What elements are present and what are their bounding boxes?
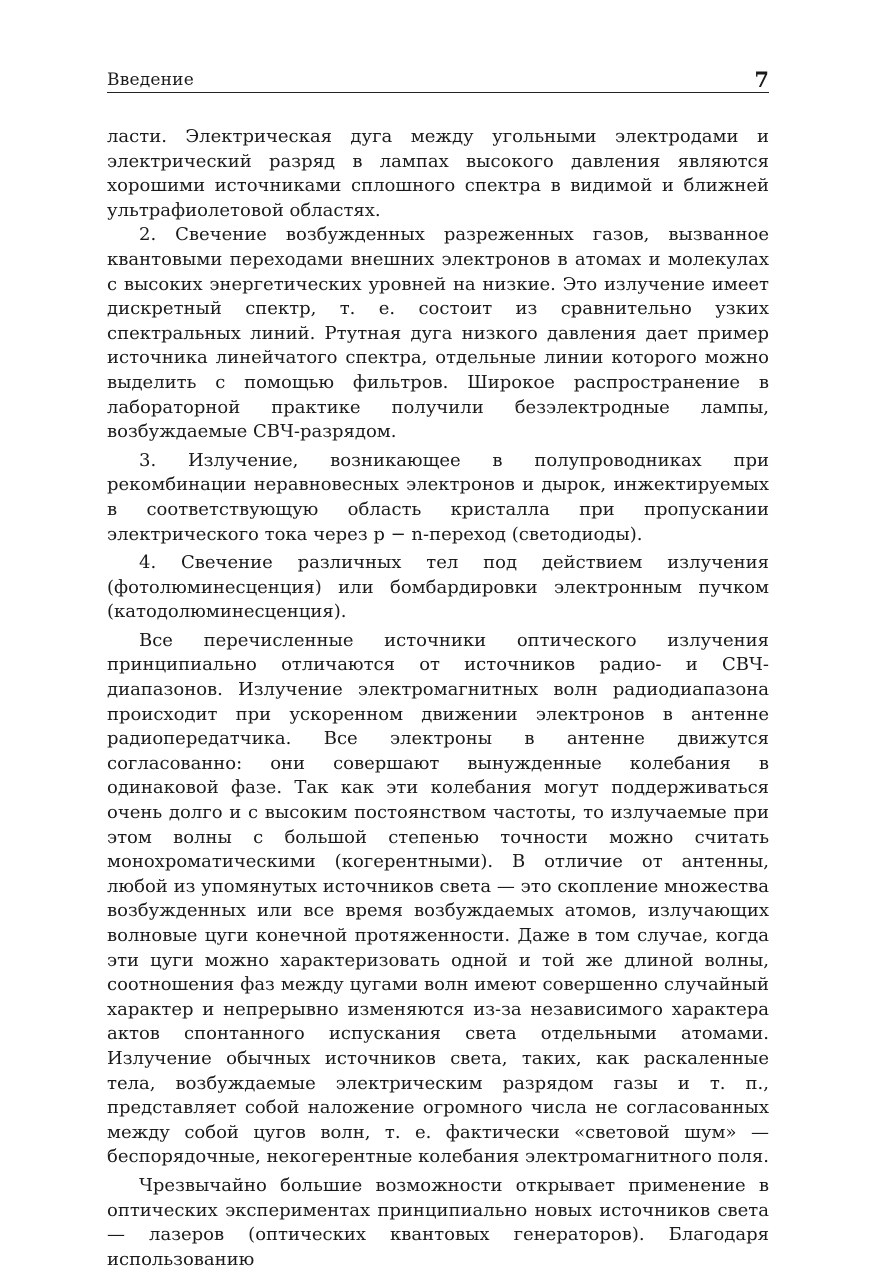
running-head	[107, 60, 769, 93]
page-number: 7	[754, 67, 769, 92]
paragraph-continuation: ласти. Электрическая дуга между угольными электродами и электрический разряд в лампах высокого давления являются хорошими источниками сплошного спектра в видимой и ближней ультрафиолетовой областях.	[107, 126, 769, 221]
paragraph-sources-comparison: Все перечисленные источники оптического излучения принципиально отличаются от источников радио- и СВЧ-диапазонов. Излучение электромагнитных волн радиодиапазона происходит при ускоренном движении электронов в антенне радиопередатчика. Все электроны в антенне движутся согласованно: они совершают вынужденные колебания в одинаковой фазе. Так как эти колебания могут поддерживаться очень долго и с высоким постоянством частоты, то излучаемые при этом волны с большой степенью точности можно считать монохроматическими (когерентными). В отличие от антенны, любой из упомянутых источников света — это скопление множества возбужденных или все время возбуждаемых атомов, излучающих волновые цуги конечной протяженности. Даже в том случае, когда эти цуги можно характеризовать одной и той же длиной волны, соотношения фаз между цугами волн имеют совершенно случайный характер и непрерывно изменяются из-за независимого характера актов спонтанного испускания света отдельными атомами. Излучение обычных источников света, таких, как раскаленные тела, возбуждаемые электрическим разрядом газы и т. п., представляет собой наложение огромного числа не согласованных между собой цугов волн, т. е. фактически «световой шум» — беспорядочные, некогерентные колебания электромагнитного поля.	[107, 629, 770, 1168]
paragraph-item-3: 3. Излучение, возникающее в полупроводниках при рекомбинации неравновесных электронов и дырок, инжектируемых в соответствующую область кристалла при пропускании электрического тока через p − n-переход (светодиоды).	[107, 449, 769, 545]
running-title: Введение	[107, 70, 194, 90]
paragraph-lasers: Чрезвычайно большие возможности открывает применение в оптических экспериментах принципиально новых источников света — лазеров (оптических квантовых генераторов). Благодаря использованию	[107, 1174, 769, 1270]
body-text	[107, 125, 769, 1272]
paragraph-item-2: 2. Свечение возбужденных разреженных газов, вызванное квантовыми переходами внешних электронов в атомах и молекулах с высоких энергетических уровней на низкие. Это излучение имеет дискретный спектр, т. е. состоит из сравнительно узких спектральных линий. Ртутная дуга низкого давления дает пример источника линейчатого спектра, отдельные линии которого можно выделить с помощью фильтров. Широкое распространение в лабораторной практике получили безэлектродные лампы, возбуждаемые СВЧ-разрядом.	[107, 224, 769, 443]
paragraph-item-4: 4. Свечение различных тел под действием излучения (фотолюминесценция) или бомбардировки электронным пучком (катодолюминесценция).	[107, 552, 769, 623]
book-page	[107, 60, 769, 1272]
